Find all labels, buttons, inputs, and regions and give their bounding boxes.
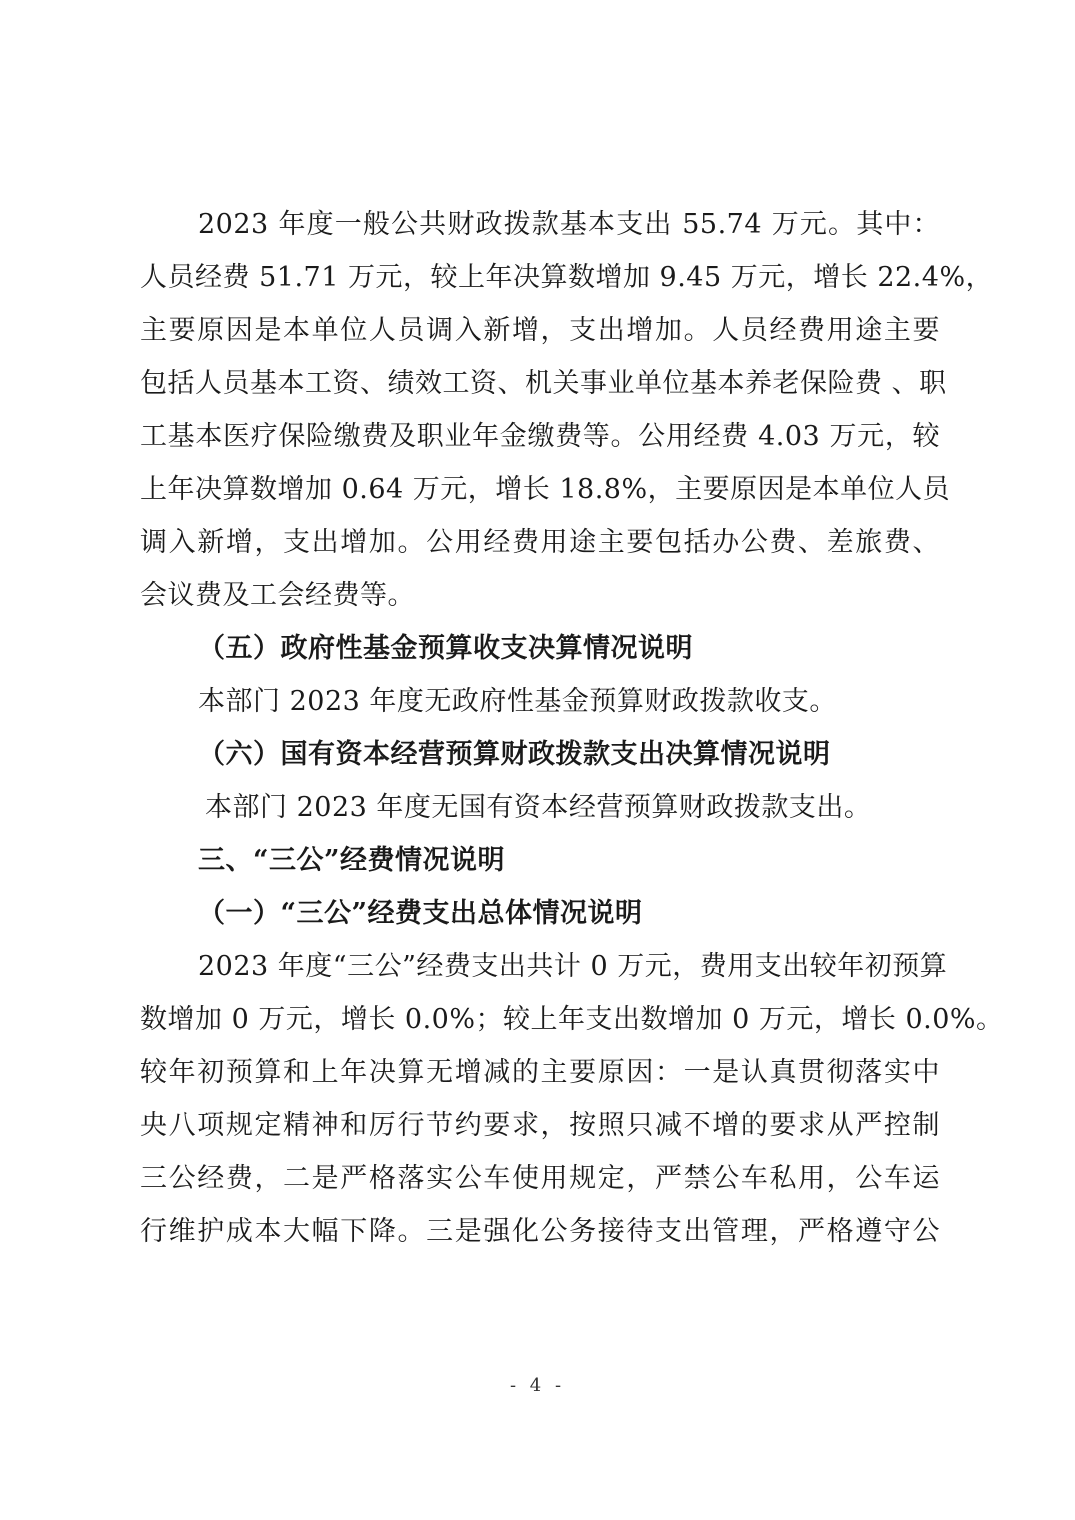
paragraph-line: 调入新增，支出增加。公用经费用途主要包括办公费、差旅费、 [140, 527, 940, 558]
paragraph-line: 上年决算数增加 0.64 万元，增长 18.8%，主要原因是本单位人员 [140, 474, 951, 505]
paragraph-line: 数增加 0 万元，增长 0.0%；较上年支出数增加 0 万元，增长 0.0%。 [140, 1004, 1004, 1035]
paragraph-line: 会议费及工会经费等。 [140, 580, 415, 611]
paragraph-line: 2023 年度一般公共财政拨款基本支出 55.74 万元。其中： [198, 209, 940, 240]
paragraph-line: 本部门 2023 年度无政府性基金预算财政拨款收支。 [198, 686, 837, 717]
paragraph-line: 本部门 2023 年度无国有资本经营预算财政拨款支出。 [205, 792, 872, 823]
section-heading-5: （五）政府性基金预算收支决算情况说明 [198, 633, 693, 664]
page-number: - 4 - [509, 1375, 566, 1396]
section-heading-6: （六）国有资本经营预算财政拨款支出决算情况说明 [198, 739, 831, 770]
paragraph-line: 工基本医疗保险缴费及职业年金缴费等。公用经费 4.03 万元，较 [140, 421, 940, 452]
section-heading-3: 三、“三公”经费情况说明 [198, 845, 506, 876]
paragraph-line: 三公经费，二是严格落实公车使用规定，严禁公车私用，公车运 [140, 1163, 940, 1194]
paragraph-line: 主要原因是本单位人员调入新增，支出增加。人员经费用途主要 [140, 315, 940, 346]
paragraph-line: 人员经费 51.71 万元，较上年决算数增加 9.45 万元，增长 22.4%， [140, 262, 994, 293]
paragraph-line: 2023 年度“三公”经费支出共计 0 万元，费用支出较年初预算 [198, 951, 948, 982]
paragraph-line: 较年初预算和上年决算无增减的主要原因：一是认真贯彻落实中 [140, 1057, 940, 1088]
paragraph-line: 行维护成本大幅下降。三是强化公务接待支出管理，严格遵守公 [140, 1216, 940, 1247]
paragraph-line: 央八项规定精神和厉行节约要求，按照只减不增的要求从严控制 [140, 1110, 940, 1141]
subsection-heading-1: （一）“三公”经费支出总体情况说明 [198, 898, 643, 929]
paragraph-line: 包括人员基本工资、绩效工资、机关事业单位基本养老保险费 、职 [140, 368, 947, 399]
